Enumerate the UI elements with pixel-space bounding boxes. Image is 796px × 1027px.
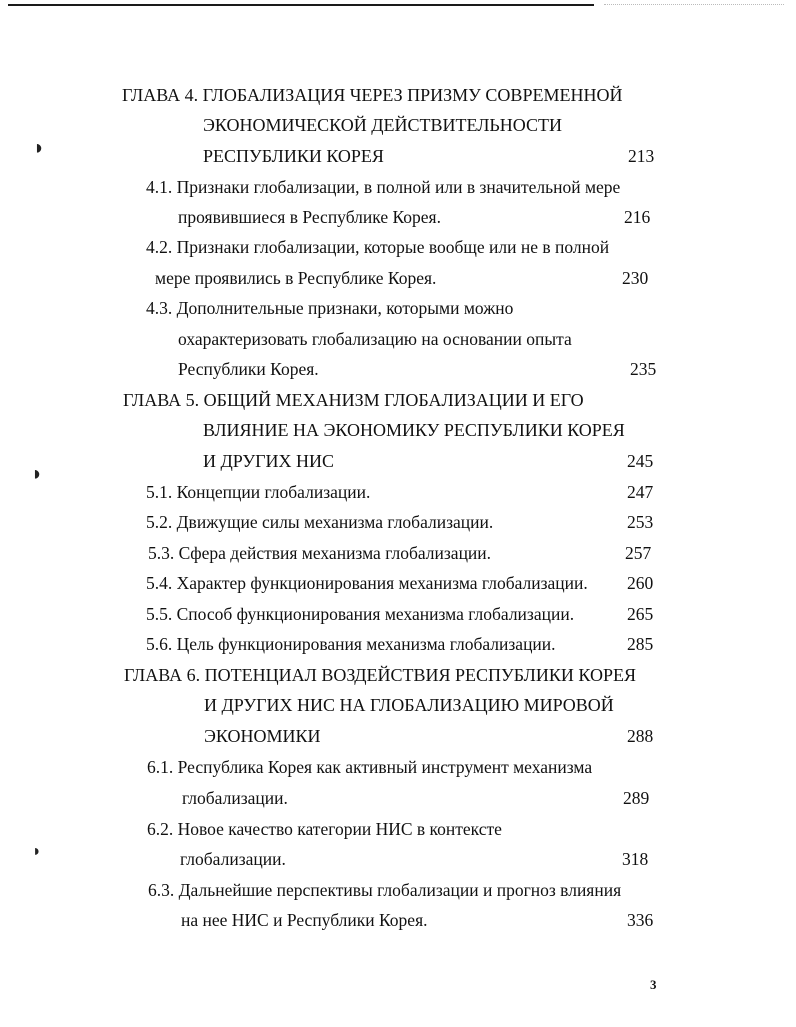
chapter-6-page: 288 <box>627 726 654 746</box>
margin-mark: ◗ <box>33 137 46 159</box>
section-5-3: 5.3. Сфера действия механизма глобализации. <box>148 543 492 563</box>
section-4-1-line2: проявившиеся в Республике Корея. <box>178 207 441 227</box>
section-6-3-line2: на нее НИС и Республики Корея. <box>181 910 428 930</box>
page-number: 3 <box>650 977 657 992</box>
section-4-1-line1: 4.1. Признаки глобализации, в полной или в значительной мере <box>146 177 621 197</box>
top-rule <box>8 4 594 6</box>
section-4-3-line3: Республики Корея. <box>178 359 319 379</box>
margin-mark: ◗ <box>31 463 44 485</box>
chapter-4-title-line2: ЭКОНОМИЧЕСКОЙ ДЕЙСТВИТЕЛЬНОСТИ <box>203 115 562 135</box>
section-5-5-page: 265 <box>627 604 654 624</box>
chapter-6-title-line1: ГЛАВА 6. ПОТЕНЦИАЛ ВОЗДЕЙСТВИЯ РЕСПУБЛИКИ КОРЕЯ <box>124 665 636 685</box>
section-6-2-line2: глобализации. <box>180 849 286 869</box>
section-5-2-page: 253 <box>627 512 654 532</box>
section-5-3-page: 257 <box>625 543 652 563</box>
chapter-4-title-line1: ГЛАВА 4. ГЛОБАЛИЗАЦИЯ ЧЕРЕЗ ПРИЗМУ СОВРЕМЕННОЙ <box>122 85 623 105</box>
section-4-2-line1: 4.2. Признаки глобализации, которые вообще или не в полной <box>146 237 610 257</box>
section-5-4-page: 260 <box>627 573 654 593</box>
chapter-5-page: 245 <box>627 451 654 471</box>
section-5-1-page: 247 <box>627 482 654 502</box>
section-6-2-page: 318 <box>622 849 649 869</box>
section-5-2: 5.2. Движущие силы механизма глобализации. <box>146 512 494 532</box>
section-6-1-line1: 6.1. Республика Корея как активный инструмент механизма <box>147 757 593 777</box>
section-6-3-page: 336 <box>627 910 654 930</box>
top-rule-faint <box>604 4 784 6</box>
section-6-1-page: 289 <box>623 788 650 808</box>
section-5-6-page: 285 <box>627 634 654 654</box>
section-4-3-line1: 4.3. Дополнительные признаки, которыми можно <box>146 298 514 318</box>
section-6-1-line2: глобализации. <box>182 788 288 808</box>
margin-mark: ◗ <box>32 843 42 860</box>
section-5-5: 5.5. Способ функционирования механизма глобализации. <box>146 604 575 624</box>
section-6-3-line1: 6.3. Дальнейшие перспективы глобализации и прогноз влияния <box>148 880 622 900</box>
section-4-1-page: 216 <box>624 207 651 227</box>
section-4-3-line2: охарактеризовать глобализацию на основании опыта <box>178 329 572 349</box>
section-4-3-page: 235 <box>630 359 657 379</box>
section-4-2-line2: мере проявились в Республике Корея. <box>155 268 437 288</box>
section-6-2-line1: 6.2. Новое качество категории НИС в контексте <box>147 819 502 839</box>
chapter-6-title-line2: И ДРУГИХ НИС НА ГЛОБАЛИЗАЦИЮ МИРОВОЙ <box>204 695 614 715</box>
section-4-2-page: 230 <box>622 268 649 288</box>
chapter-4-page: 213 <box>628 146 655 166</box>
section-5-6: 5.6. Цель функционирования механизма глобализации. <box>146 634 556 654</box>
chapter-5-title-line3: И ДРУГИХ НИС <box>203 451 334 471</box>
chapter-5-title-line2: ВЛИЯНИЕ НА ЭКОНОМИКУ РЕСПУБЛИКИ КОРЕЯ <box>203 420 625 440</box>
chapter-4-title-line3: РЕСПУБЛИКИ КОРЕЯ <box>203 146 384 166</box>
section-5-1: 5.1. Концепции глобализации. <box>146 482 371 502</box>
chapter-5-title-line1: ГЛАВА 5. ОБЩИЙ МЕХАНИЗМ ГЛОБАЛИЗАЦИИ И ЕГО <box>123 390 584 410</box>
chapter-6-title-line3: ЭКОНОМИКИ <box>204 726 321 746</box>
section-5-4: 5.4. Характер функционирования механизма глобализации. <box>146 573 588 593</box>
